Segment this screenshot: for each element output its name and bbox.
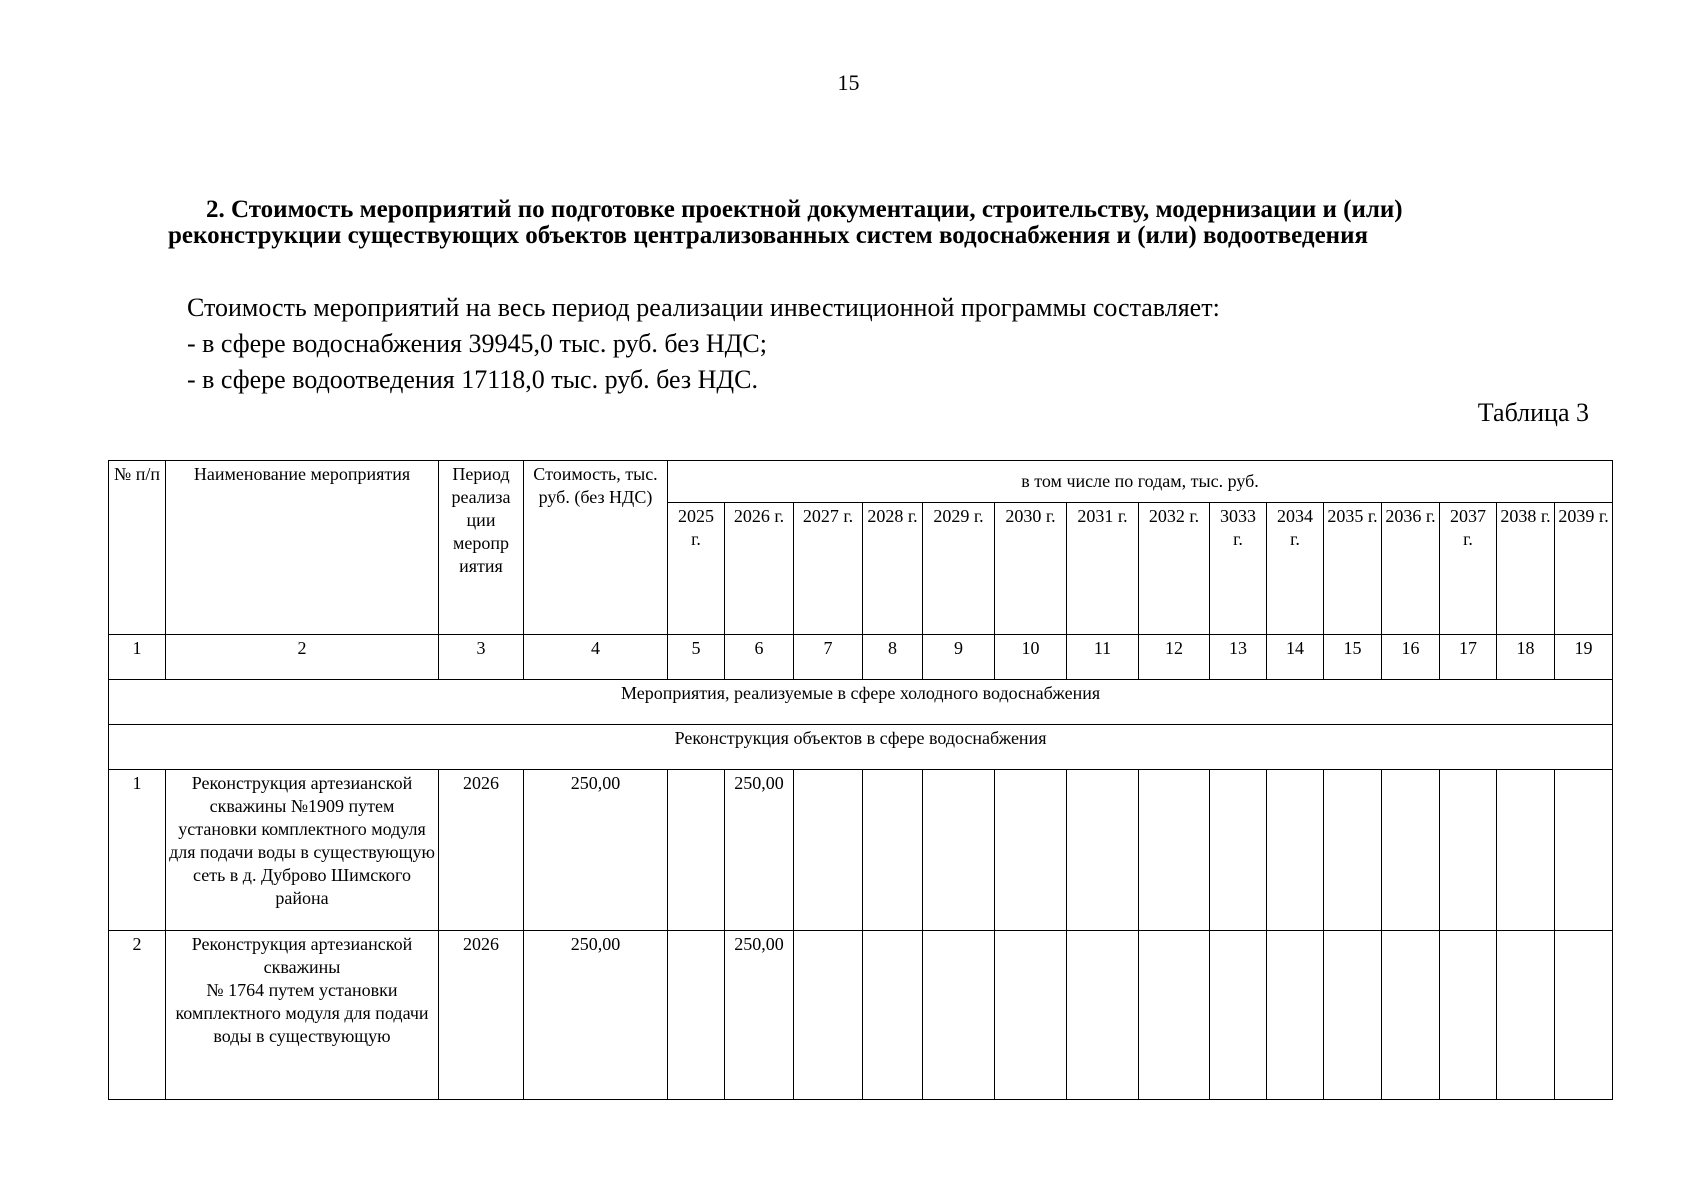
year-header: 2035 г. <box>1324 503 1382 635</box>
row-year-value <box>1555 770 1613 931</box>
row-year-value <box>668 931 725 1100</box>
column-number: 3 <box>439 635 524 680</box>
row-year-value <box>1497 931 1555 1100</box>
row-year-value <box>668 770 725 931</box>
column-number: 13 <box>1210 635 1267 680</box>
year-header: 2027 г. <box>794 503 863 635</box>
column-number: 1 <box>109 635 166 680</box>
column-number: 6 <box>725 635 794 680</box>
row-period: 2026 <box>439 770 524 931</box>
column-number: 4 <box>524 635 668 680</box>
column-number: 5 <box>668 635 725 680</box>
year-header: 2036 г. <box>1382 503 1440 635</box>
column-number: 9 <box>923 635 995 680</box>
row-num: 1 <box>109 770 166 931</box>
row-year-value <box>923 931 995 1100</box>
header-by-years: в том числе по годам, тыс. руб. <box>668 461 1613 503</box>
column-number: 8 <box>863 635 923 680</box>
header-num: № п/п <box>109 461 166 635</box>
row-year-value <box>995 931 1067 1100</box>
column-number: 2 <box>166 635 439 680</box>
row-year-value <box>1382 931 1440 1100</box>
section-title-line-2: реконструкции существующих объектов централизованных систем водоснабжения и (или) водоотведения <box>168 222 1368 249</box>
row-year-value <box>995 770 1067 931</box>
row-year-value <box>1324 931 1382 1100</box>
row-year-value: 250,00 <box>725 770 794 931</box>
row-name: Реконструкция артезианской скважины № 1764 путем установки комплектного модуля для подачи воды в существующую <box>166 931 439 1100</box>
intro-paragraph <box>187 290 1220 398</box>
row-year-value <box>1067 931 1139 1100</box>
header-cost: Стоимость, тыс. руб. (без НДС) <box>524 461 668 635</box>
year-header: 2034 г. <box>1267 503 1324 635</box>
row-num: 2 <box>109 931 166 1100</box>
header-name: Наименование мероприятия <box>166 461 439 635</box>
row-year-value <box>1440 931 1497 1100</box>
year-header: 2039 г. <box>1555 503 1613 635</box>
row-cost: 250,00 <box>524 931 668 1100</box>
year-header: 2032 г. <box>1139 503 1210 635</box>
row-year-value <box>794 931 863 1100</box>
row-name: Реконструкция артезианской скважины №1909 путем установки комплектного модуля для подачи воды в существующую сеть в д. Дуброво Шимского района <box>166 770 439 931</box>
row-year-value <box>1497 770 1555 931</box>
row-period: 2026 <box>439 931 524 1100</box>
row-year-value <box>1267 931 1324 1100</box>
intro-line-2: - в сфере водоснабжения 39945,0 тыс. руб. без НДС; <box>187 329 767 358</box>
row-year-value <box>794 770 863 931</box>
column-number: 18 <box>1497 635 1555 680</box>
subgroup-title: Реконструкция объектов в сфере водоснабжения <box>109 725 1613 770</box>
row-year-value <box>1440 770 1497 931</box>
year-header: 2029 г. <box>923 503 995 635</box>
column-number: 14 <box>1267 635 1324 680</box>
row-year-value <box>1267 770 1324 931</box>
column-number: 12 <box>1139 635 1210 680</box>
row-year-value <box>1555 931 1613 1100</box>
row-year-value <box>863 770 923 931</box>
column-number: 19 <box>1555 635 1613 680</box>
row-year-value <box>1067 770 1139 931</box>
row-year-value: 250,00 <box>725 931 794 1100</box>
year-header: 2028 г. <box>863 503 923 635</box>
section-title <box>168 197 1608 249</box>
row-year-value <box>1324 770 1382 931</box>
column-number: 17 <box>1440 635 1497 680</box>
table-row <box>109 770 1613 931</box>
row-cost: 250,00 <box>524 770 668 931</box>
row-year-value <box>1210 931 1267 1100</box>
intro-line-1: Стоимость мероприятий на весь период реализации инвестиционной программы составляет: <box>187 293 1220 322</box>
group-title: Мероприятия, реализуемые в сфере холодного водоснабжения <box>109 680 1613 725</box>
row-year-value <box>1139 931 1210 1100</box>
table-caption: Таблица 3 <box>1477 398 1589 427</box>
year-header: 2025 г. <box>668 503 725 635</box>
column-number: 15 <box>1324 635 1382 680</box>
year-header: 2038 г. <box>1497 503 1555 635</box>
table-row <box>109 931 1613 1100</box>
year-header: 2026 г. <box>725 503 794 635</box>
column-numbers-row <box>109 635 1613 680</box>
column-number: 7 <box>794 635 863 680</box>
column-number: 11 <box>1067 635 1139 680</box>
row-year-value <box>1210 770 1267 931</box>
cost-table <box>108 460 1613 1100</box>
row-year-value <box>863 931 923 1100</box>
column-number: 16 <box>1382 635 1440 680</box>
page-number: 15 <box>837 70 860 95</box>
year-header: 3033 г. <box>1210 503 1267 635</box>
header-period: Период реализа ции меропр иятия <box>439 461 524 635</box>
intro-line-3: - в сфере водоотведения 17118,0 тыс. руб. без НДС. <box>187 365 759 394</box>
section-title-line-1: 2. Стоимость мероприятий по подготовке проектной документации, строительству, модернизации и (или) <box>206 196 1403 223</box>
year-header: 2037 г. <box>1440 503 1497 635</box>
row-year-value <box>923 770 995 931</box>
year-header: 2031 г. <box>1067 503 1139 635</box>
row-year-value <box>1139 770 1210 931</box>
year-header: 2030 г. <box>995 503 1067 635</box>
column-number: 10 <box>995 635 1067 680</box>
row-year-value <box>1382 770 1440 931</box>
